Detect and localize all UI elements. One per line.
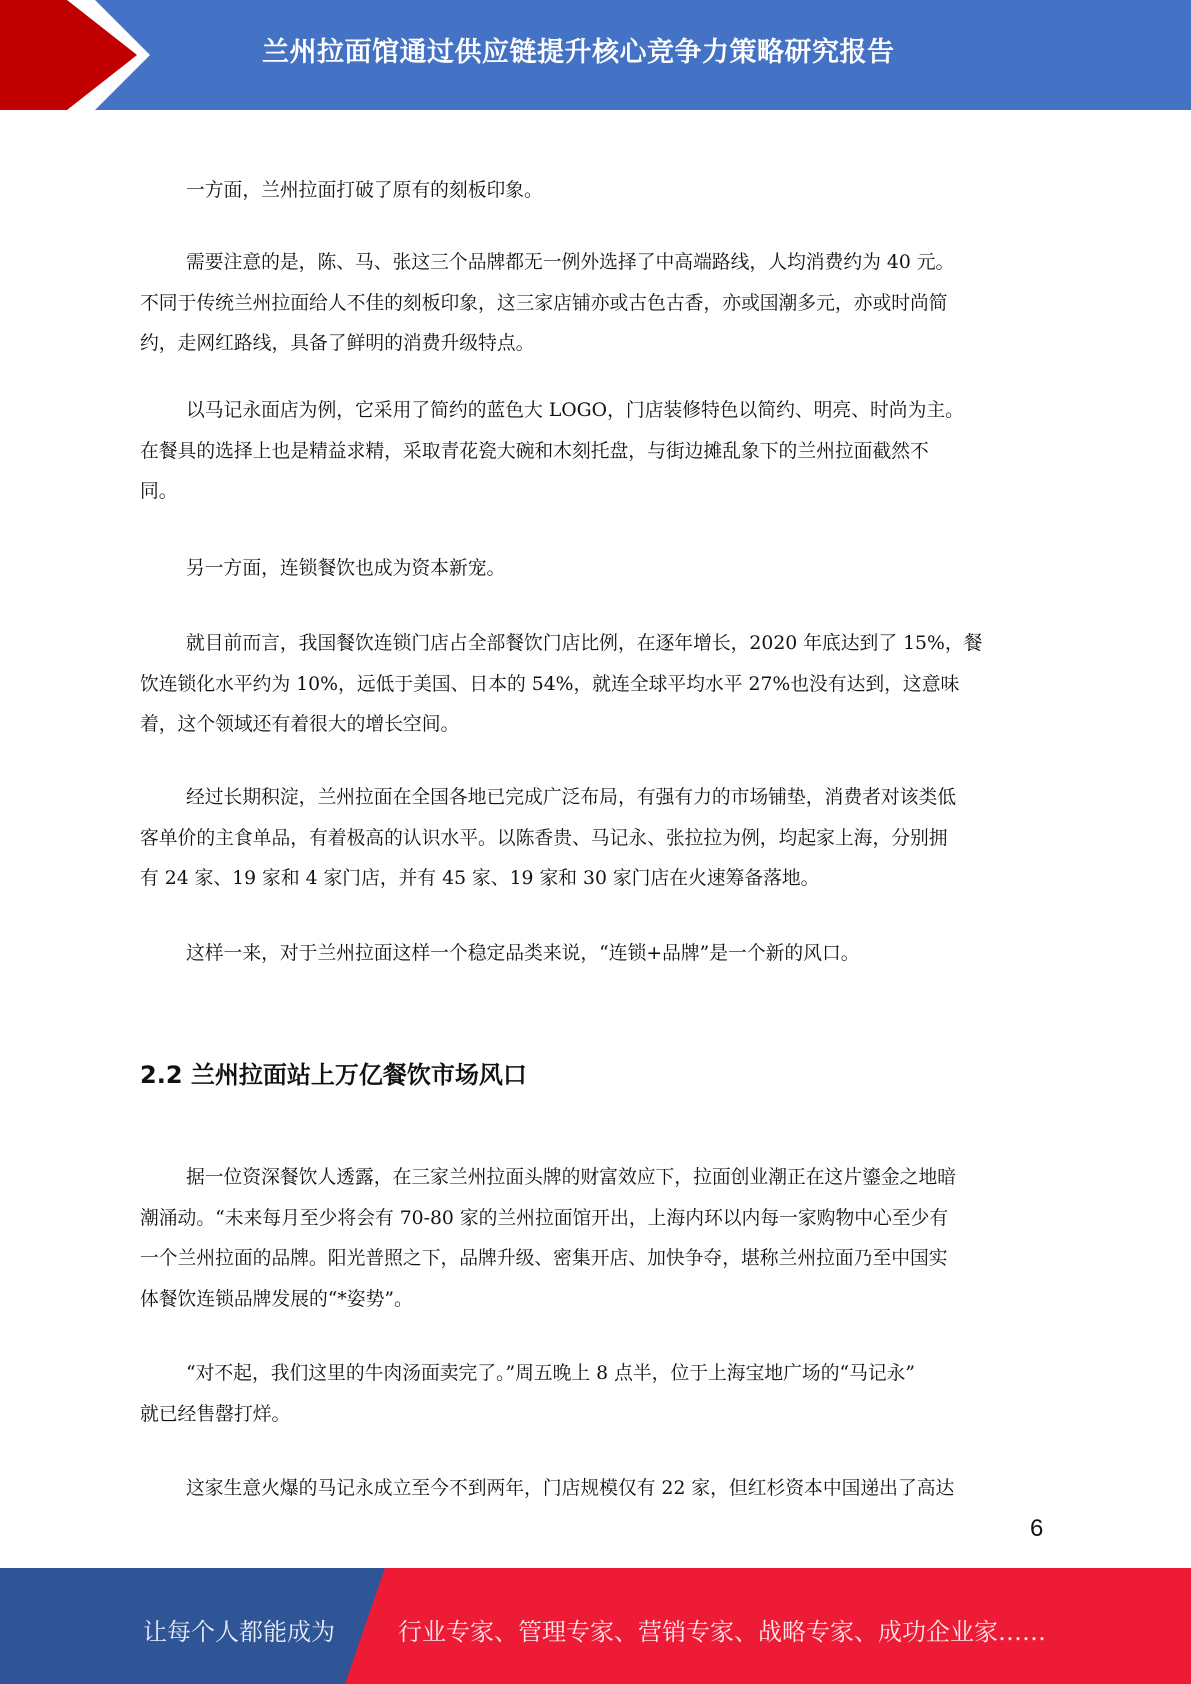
text-line: 有 24 家、19 家和 4 家门店，并有 45 家、19 家和 30 家门店在火速筹备落地。 [140,868,820,889]
text-line: 一方面，兰州拉面打破了原有的刻板印象。 [186,180,543,201]
text-line: 在餐具的选择上也是精益求精，采取青花瓷大碗和木刻托盘，与街边摊乱象下的兰州拉面截然不 [140,440,929,462]
text-line: 一个兰州拉面的品牌。阳光普照之下，品牌升级、密集开店、加快争夺，堪称兰州拉面乃至中国实 [140,1248,948,1269]
text-line: 同。 [140,481,178,502]
document-title: 兰州拉面馆通过供应链提升核心竞争力策略研究报告 [262,37,895,68]
paragraph [140,1354,1050,1435]
paragraph [140,624,1050,746]
footer-slogan-right: 行业专家、管理专家、营销专家、战略专家、成功企业家…… [398,1618,1046,1646]
text-line: 需要注意的是，陈、马、张这三个品牌都无一例外选择了中高端路线，人均消费约为 40 元。 [186,252,955,273]
text-line: 这样一来，对于兰州拉面这样一个稳定品类来说，“连锁+品牌”是一个新的风口。 [186,943,860,964]
paragraph [140,171,1050,212]
text-line: 约，走网红路线，具备了鲜明的消费升级特点。 [140,333,535,354]
text-line: 另一方面，连锁餐饮也成为资本新宠。 [186,558,506,579]
paragraph [140,549,1050,590]
footer-slogan-left: 让每个人都能成为 [143,1618,335,1646]
paragraph [140,778,1050,900]
text-line: 据一位资深餐饮人透露，在三家兰州拉面头牌的财富效应下，拉面创业潮正在这片鎏金之地暗 [186,1167,957,1188]
text-line: 这家生意火爆的马记永成立至今不到两年，门店规模仅有 22 家，但红杉资本中国递出了高达 [186,1478,955,1499]
page-header [0,0,1191,110]
text-line: 潮涌动。“未来每月至少将会有 70-80 家的兰州拉面馆开出，上海内环以内每一家购物中心至少有 [140,1207,949,1229]
text-line: 经过长期积淀，兰州拉面在全国各地已完成广泛布局，有强有力的市场铺垫，消费者对该类低 [186,787,957,808]
page-number: 6 [1030,1515,1044,1542]
text-line: 客单价的主食单品，有着极高的认识水平。以陈香贵、马记永、张拉拉为例，均起家上海，分别拥 [140,827,948,849]
paragraph [140,1469,1050,1510]
section-heading: 2.2 兰州拉面站上万亿餐饮市场风口 [140,1061,527,1089]
text-line: 着，这个领域还有着很大的增长空间。 [140,714,460,735]
paragraph [140,391,1050,513]
text-line: 体餐饮连锁品牌发展的“*姿势”。 [140,1288,413,1310]
paragraph [140,1158,1050,1320]
text-line: 就已经售罄打烊。 [140,1403,291,1425]
text-line: 饮连锁化水平约为 10%，远低于美国、日本的 54%，就连全球平均水平 27%也没有达到，这意味 [140,673,960,695]
text-line: 就目前而言，我国餐饮连锁门店占全部餐饮门店比例，在逐年增长，2020 年底达到了 15%，餐 [186,633,983,654]
page-footer [0,1568,1191,1684]
header-arrow-decoration [0,0,160,110]
text-line: 不同于传统兰州拉面给人不佳的刻板印象，这三家店铺亦或古色古香，亦或国潮多元，亦或时尚简 [140,292,948,314]
text-line: 以马记永面店为例，它采用了简约的蓝色大 LOGO，门店装修特色以简约、明亮、时尚为主。 [186,400,964,421]
paragraph [140,934,1050,975]
text-line: “对不起，我们这里的牛肉汤面卖完了。”周五晚上 8 点半，位于上海宝地广场的“马记永” [186,1363,916,1384]
paragraph [140,243,1050,365]
